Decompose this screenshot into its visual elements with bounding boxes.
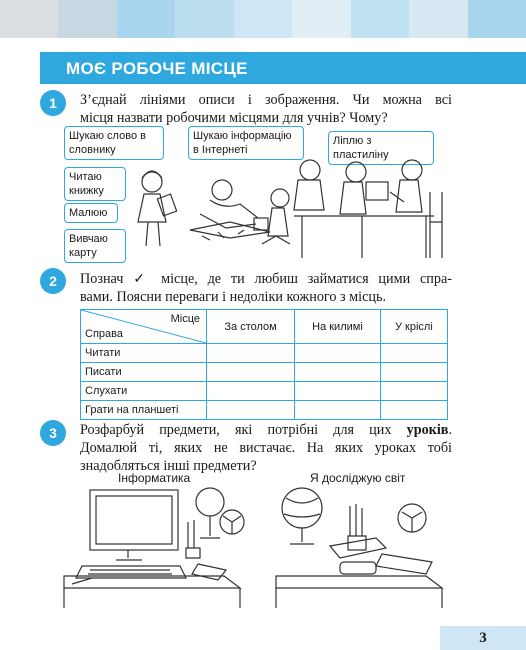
row-label: Читати: [81, 344, 207, 363]
answer-cell[interactable]: [380, 363, 447, 382]
task1-line: З’єднай лініями описи і зображення. Чи можна всі: [80, 92, 452, 108]
label-study-map: Вивчаю карту: [64, 229, 126, 263]
corner-label-place: Місце: [170, 313, 200, 325]
explore-world-desk-illustration: [270, 484, 450, 612]
task3-line1-pre: Розфарбуй предмети, які потрібні для цих: [80, 422, 407, 438]
subject-explore-world: Я досліджую світ: [310, 471, 406, 485]
answer-cell[interactable]: [207, 401, 295, 420]
stripe: [58, 0, 116, 38]
task-number-1: 1: [40, 90, 66, 116]
stripe: [175, 0, 233, 38]
label-read-book: Читаю книжку: [64, 167, 126, 201]
answer-cell[interactable]: [295, 382, 381, 401]
answer-cell[interactable]: [207, 382, 295, 401]
stripe: [409, 0, 467, 38]
row-label: Слухати: [81, 382, 207, 401]
task3-keyword: уроків: [406, 422, 449, 438]
task2-text: [80, 270, 452, 306]
table-row: [81, 382, 448, 401]
stripe: [351, 0, 409, 38]
label-draw: Малюю: [64, 203, 118, 223]
page-number: 3: [440, 626, 526, 650]
children-illustration: [130, 152, 450, 262]
label-search-internet: Шукаю інформацію в Інтернеті: [188, 126, 304, 160]
answer-cell[interactable]: [207, 344, 295, 363]
top-stripes: [0, 0, 526, 38]
table-row: [81, 363, 448, 382]
table-row: [81, 344, 448, 363]
column-header: У кріслі: [380, 310, 447, 344]
task3-text: [80, 421, 452, 475]
answer-cell[interactable]: [380, 382, 447, 401]
row-label: Грати на планшеті: [81, 401, 207, 420]
stripe: [292, 0, 350, 38]
task3-line1-post: .: [448, 422, 452, 438]
stripe: [117, 0, 175, 38]
task3-line1: [80, 421, 452, 439]
corner-label-activity: Справа: [85, 328, 123, 340]
column-header: За столом: [207, 310, 295, 344]
table-corner-header: [81, 310, 207, 344]
answer-cell[interactable]: [295, 344, 381, 363]
table-row: [81, 401, 448, 420]
column-header: На килимі: [295, 310, 381, 344]
task1-line: місця назвати робочими місцями для учнів? Чому?: [80, 110, 388, 126]
stripe: [234, 0, 292, 38]
task-number-3: 3: [40, 420, 66, 446]
task3-line: Домалюй ті, яких не вистачає. На яких уроках тобі: [80, 440, 452, 456]
stripe: [468, 0, 526, 38]
informatics-desk-illustration: [60, 484, 250, 612]
answer-cell[interactable]: [295, 401, 381, 420]
answer-cell[interactable]: [295, 363, 381, 382]
row-label: Писати: [81, 363, 207, 382]
label-plasticine: Ліплю з пластиліну: [328, 131, 434, 165]
task3-line: знадобляться інші предмети?: [80, 458, 257, 474]
task1-text: [80, 91, 452, 127]
task2-line: Познач ✓ місце, де ти любиш займатися цими спра-: [80, 271, 452, 287]
answer-cell[interactable]: [207, 363, 295, 382]
places-table: [80, 309, 448, 420]
answer-cell[interactable]: [380, 401, 447, 420]
task2-line: вами. Поясни переваги і недоліки кожного з місць.: [80, 289, 386, 305]
stripe: [0, 0, 58, 38]
subject-informatics: Інформатика: [118, 471, 191, 485]
label-search-dictionary: Шукаю слово в словнику: [64, 126, 164, 160]
answer-cell[interactable]: [380, 344, 447, 363]
section-title: МОЄ РОБОЧЕ МІСЦЕ: [40, 52, 526, 84]
task-number-2: 2: [40, 268, 66, 294]
